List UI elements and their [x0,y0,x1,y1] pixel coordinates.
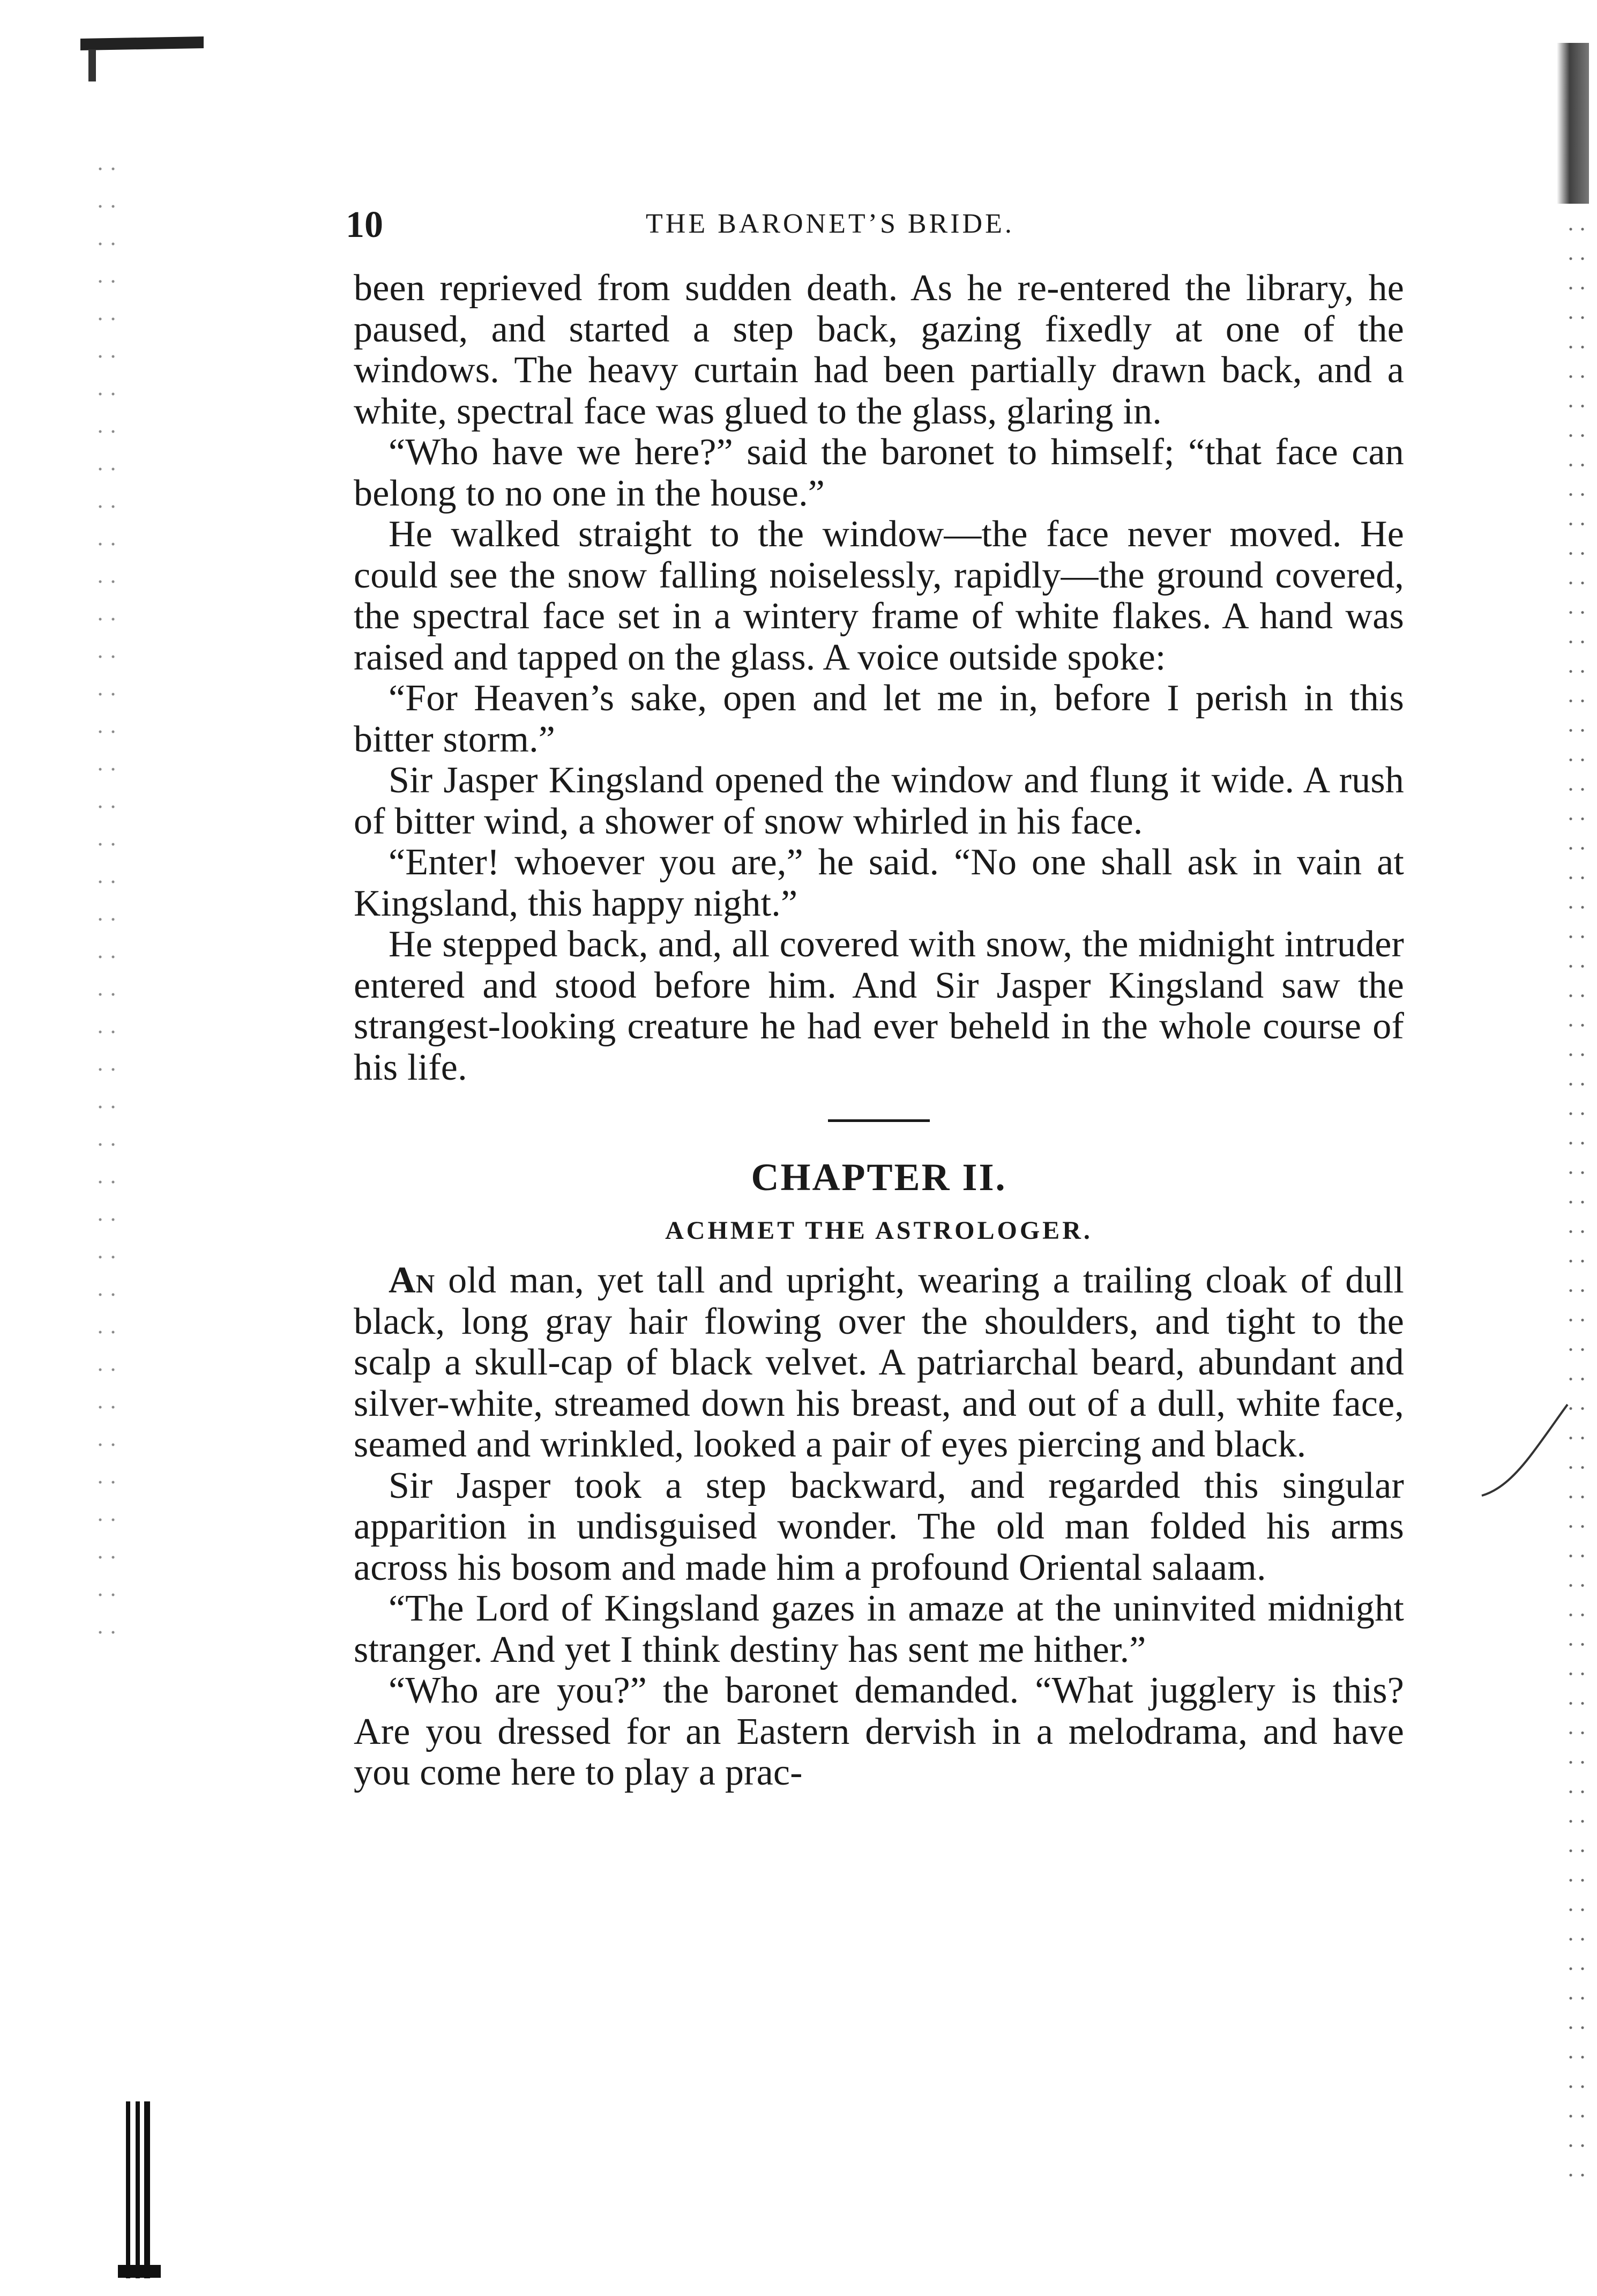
page-number: 10 [346,204,383,246]
section-divider [828,1119,930,1122]
scan-edge-mark [118,2265,161,2278]
chapter-subtitle: ACHMET THE ASTROLOGER. [665,1216,1093,1245]
scan-edge-specks [1565,214,1592,2198]
paragraph: “For Heaven’s sake, open and let me in, before I perish in this bitter storm.” [354,678,1404,760]
paragraph: been reprieved from sudden death. As he re-entered the library, he paused, and started a step back, gazing fixedly at one of the windows. The heavy curtain had been partially drawn back, and a white, spectral face was glued to the glass, glaring in. [354,268,1404,432]
scan-edge-mark [126,2101,150,2278]
paragraph: Sir Jasper Kingsland opened the window and flung it wide. A rush of bitter wind, a shower of snow whirled in his face. [354,760,1404,842]
page-header [346,204,1417,252]
paragraph: “Who are you?” the baronet demanded. “What jugglery is this? Are you dressed for an Eastern dervish in a melodrama, and have you come here to play a prac- [354,1670,1404,1793]
paragraph: “Who have we here?” said the baronet to himself; “that face can belong to no one in the house.” [354,432,1404,514]
scan-edge-mark [88,49,96,81]
chapter-opening-word: An [389,1260,435,1301]
paragraph-text: old man, yet tall and upright, wearing a trailing cloak of dull black, long gray hair flowing over the shoulders, and tight to the scalp a skull-cap of black velvet. A patriarchal beard, abundant and silver-white, streamed down his breast, and out of a dull, white face, seamed and wrinkled, looked a pair of eyes piercing and black. [354,1260,1404,1465]
running-head: THE BARONET’S BRIDE. [646,209,1014,239]
scan-edge-shadow [1557,43,1589,204]
paragraph: Sir Jasper took a step backward, and regarded this singular apparition in undisguised wonder. The old man folded his arms across his bosom and made him a profound Oriental salaam. [354,1465,1404,1588]
paragraph: “Enter! whoever you are,” he said. “No one shall ask in vain at Kingsland, this happy night.” [354,842,1404,924]
pencil-scribble [1479,1394,1570,1501]
scan-edge-mark [80,36,204,50]
paragraph: He stepped back, and, all covered with snow, the midnight intruder entered and stood before him. And Sir Jasper Kingsland saw the strangest-looking creature he had ever beheld in the whole course of his life. [354,924,1404,1088]
scan-edge-specks [94,150,115,1651]
paragraph: “The Lord of Kingsland gazes in amaze at the uninvited midnight stranger. And yet I think destiny has sent me hither.” [354,1588,1404,1670]
paragraph [354,1260,1404,1466]
page-body [354,268,1404,1794]
paragraph: He walked straight to the window—the face never moved. He could see the snow falling noiselessly, rapidly—the ground covered, the spectral face set in a wintery frame of white flakes. A hand was raised and tapped on the glass. A voice outside spoke: [354,514,1404,678]
chapter-title: CHAPTER II. [751,1156,1007,1199]
